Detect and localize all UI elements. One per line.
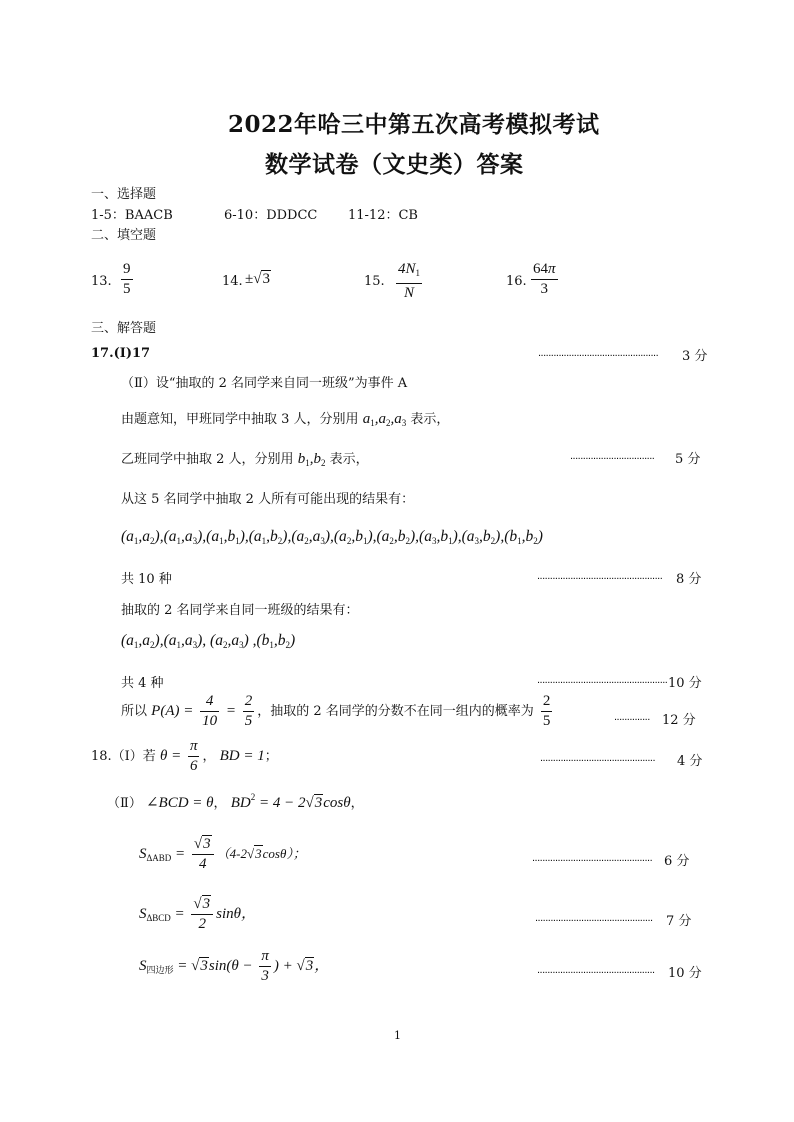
- q17-outcomes-same: $(a_1,a_2),(a_1,a_3)$, $(a_2,a_3)$ $,(b_1,b_2)$: [121, 632, 296, 650]
- q18-area-abd: $S_{\Delta ABD}$ = $\frac{√3}{4}$ （4-2√3cosθ）；: [139, 836, 306, 872]
- q17-line1-end: 表示，: [410, 412, 450, 427]
- q18-dots-2: ...............................................: [532, 852, 653, 864]
- q17-set-b: $b_1,b_2$: [297, 451, 326, 468]
- question-14-label: 14.: [222, 274, 243, 289]
- q17-total-2: 共 4 种: [121, 676, 164, 691]
- q17-line5-prefix: 所以: [121, 704, 148, 719]
- q17-line3: 从这 5 名同学中抽取 2 人所有可能出现的结果有：: [121, 492, 415, 507]
- page-subtitle: 数学试卷（文史类）答案: [265, 151, 524, 178]
- q17-outcomes-all: $(a_1,a_2),(a_1,a_3),(a_1,b_1),(a_1,b_2),(a_2,a_3),(a_2,b_1),(a_2,b_2),(a_3,b_1),(a_3,b_2),(b_1,b_2)$: [121, 528, 543, 546]
- q17-line2-text: 乙班同学中抽取 2 人，分别用: [121, 452, 294, 467]
- q18-bd-squared: $BD^2 = 4 - 2√3\cos\theta$: [230, 792, 351, 811]
- q18-dots-1: .............................................: [540, 752, 656, 764]
- q18-score-4: 10 分: [668, 966, 702, 981]
- q18-part2-label: （Ⅱ）: [107, 796, 142, 811]
- question-13-label: 13.: [91, 274, 112, 289]
- section-heading-solve: 三、解答题: [91, 321, 157, 336]
- q17-score-5: 12 分: [662, 713, 696, 728]
- q18-area-quad: $S_{四边形} = √3\sin(\theta$ − $\frac{\pi}{3}$ ) + √3，: [139, 948, 330, 984]
- q17-part2: （Ⅱ）设“抽取的 2 名同学来自同一班级”为事件 A: [121, 376, 408, 391]
- q18-score-2: 6 分: [664, 854, 690, 869]
- q17-dots-5: ..............: [614, 711, 650, 723]
- question-16-label: 16.: [506, 274, 527, 289]
- q18-quad-label: 四边形: [146, 964, 174, 975]
- answers-1-5: 1-5：BAACB: [91, 208, 173, 223]
- q17-final-prob: $\frac{2}{5}$: [542, 693, 551, 729]
- answer-13: $\frac{9}{5}$: [123, 261, 131, 297]
- answer-15: $\frac{4N_1}{N}$: [398, 261, 421, 301]
- q17-dots-4: ...................................................: [537, 674, 668, 686]
- q17-dots-2: .................................: [570, 450, 655, 462]
- q17-line2-end: 表示，: [329, 452, 369, 467]
- q18-part2: （Ⅱ） ∠BCD = θ， $BD^2 = 4 - 2√3\cos\theta$，: [107, 792, 364, 811]
- q18-score-3: 7 分: [666, 914, 692, 929]
- q17-probability: P(A) = $\frac{4}{10}$ = $\frac{2}{5}$: [151, 693, 253, 730]
- q17-line1: [121, 408, 449, 428]
- page-title: 2022年哈三中第五次高考模拟考试: [228, 111, 600, 138]
- page-number: 1: [394, 1029, 401, 1042]
- q17-dots-3: .................................................: [537, 570, 663, 582]
- q17-line4: 抽取的 2 名同学来自同一班级的结果有：: [121, 603, 359, 618]
- q18-area-bcd: $S_{\Delta BCD}$ = $\frac{√3}{2}$ sinθ，: [139, 896, 257, 932]
- q17-score-2: 5 分: [675, 452, 701, 467]
- q17-total-1: 共 10 种: [121, 572, 172, 587]
- answer-14: ±√3: [245, 271, 270, 287]
- q18-angle: ∠BCD = θ: [145, 795, 214, 811]
- answer-16: $\frac{64\pi}{3}$: [533, 261, 556, 297]
- q17-score-1: 3 分: [682, 349, 708, 364]
- q18-bd-condition: BD = 1: [219, 747, 265, 764]
- section-heading-choice: 一、选择题: [91, 187, 157, 202]
- answers-6-10: 6-10：DDDCC: [224, 208, 318, 223]
- q18-dots-3: ..............................................: [535, 912, 653, 924]
- q17-set-a: $a_1,a_2,a_3$: [362, 411, 407, 428]
- q17-score-3: 8 分: [676, 572, 702, 587]
- answers-11-12: 11-12：CB: [348, 208, 418, 223]
- q18-part1: 18.（Ⅰ）若 θ = $\frac{\pi}{6}$ ， BD = 1；: [91, 738, 278, 774]
- q17-part1: 17.(Ⅰ)17: [91, 346, 151, 361]
- q17-line1-text: 由题意知，甲班同学中抽取 3 人，分别用: [121, 412, 359, 427]
- q18-score-1: 4 分: [677, 754, 703, 769]
- q17-line5-text: ，抽取的 2 名同学的分数不在同一组内的概率为: [257, 704, 534, 719]
- q18-part1-label: 18.（Ⅰ）若: [91, 748, 156, 764]
- q18-dots-4: ..............................................: [537, 964, 655, 976]
- q17-line2: [121, 448, 369, 468]
- question-15-label: 15.: [364, 274, 385, 289]
- q17-line5: [121, 693, 555, 730]
- q17-score-4: 10 分: [668, 676, 702, 691]
- section-heading-fill: 二、填空题: [91, 228, 157, 243]
- q17-dots-1: ...............................................: [538, 347, 659, 359]
- q18-theta-condition: θ = $\frac{\pi}{6}$: [159, 738, 198, 774]
